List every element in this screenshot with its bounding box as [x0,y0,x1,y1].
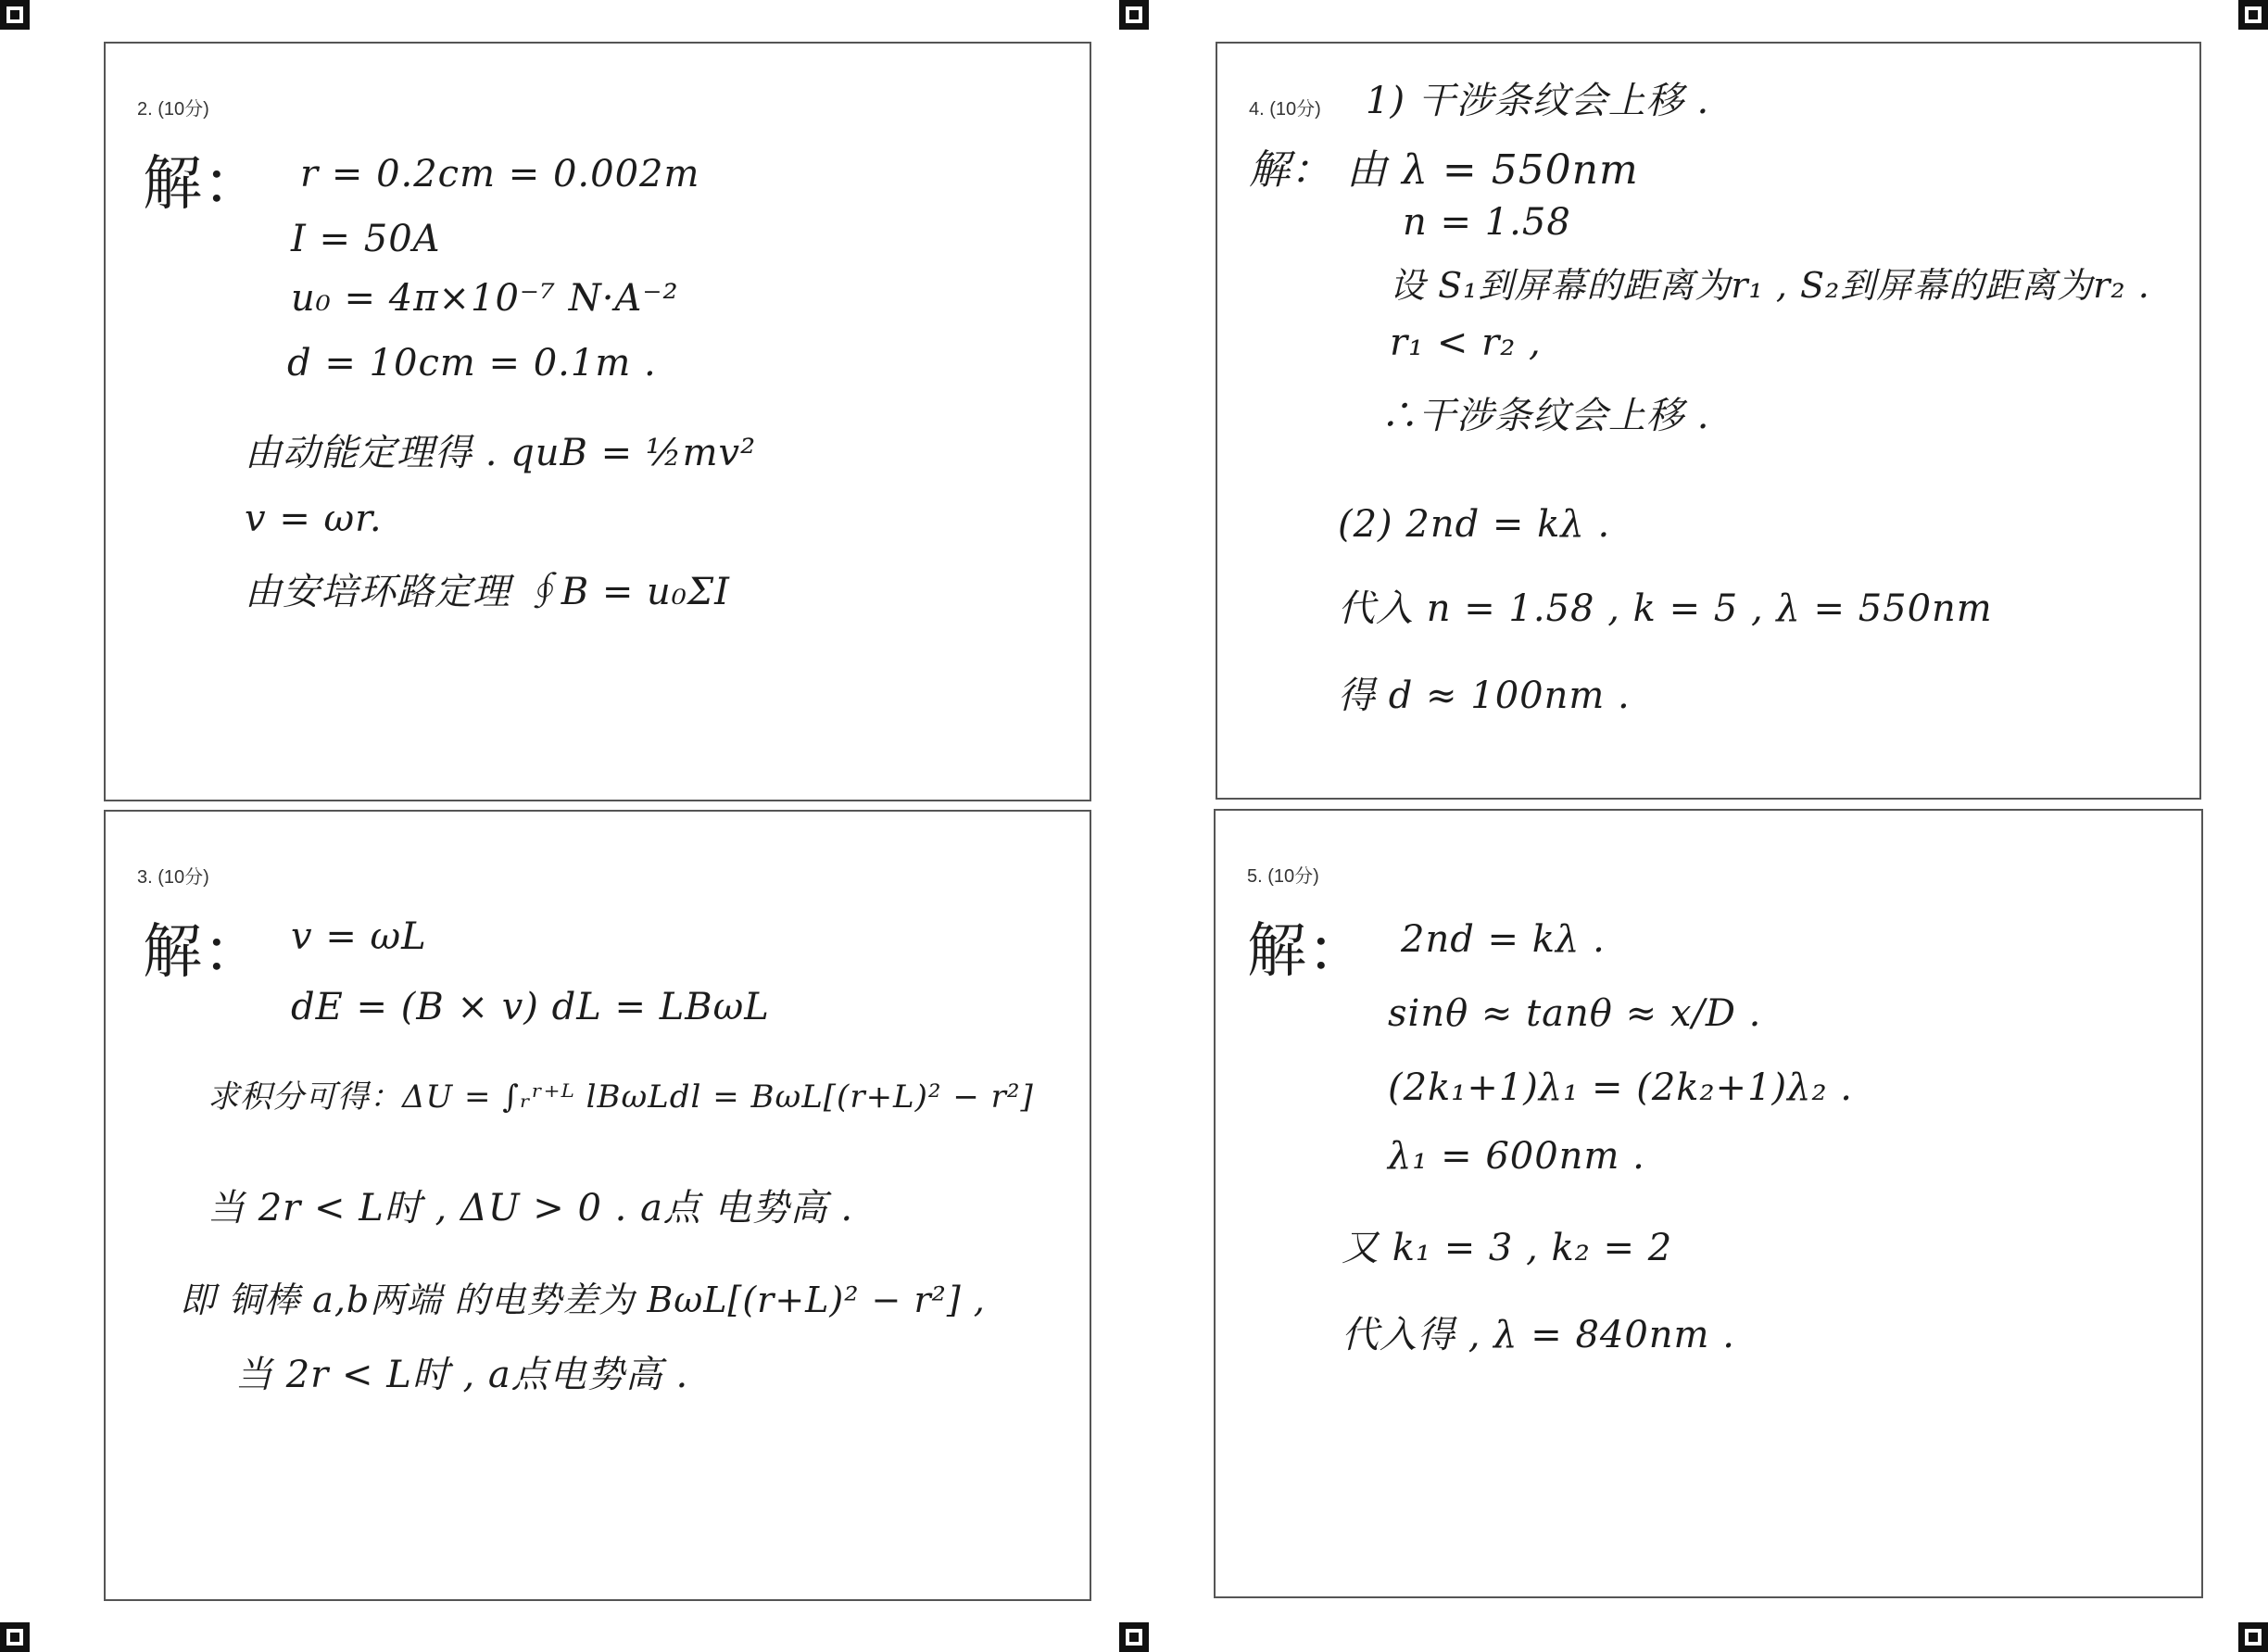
handwritten-line: sinθ ≈ tanθ ≈ x/D . [1388,992,1762,1035]
registration-marker-top-left [0,0,30,30]
question-label: 2. (10分) [137,99,209,120]
handwritten-line: 求积分可得：ΔU = ∫ᵣʳ⁺ᴸ lBωLdl = BωL[(r+L)² − r²] [208,1078,1034,1116]
handwritten-line: 即 铜棒 a,b两端 的电势差为 BωL[(r+L)² − r²] , [180,1280,986,1320]
registration-marker-bottom-left [0,1622,30,1652]
solution-marker: 解： [143,150,263,219]
handwritten-line: r = 0.2cm = 0.002m [300,153,700,195]
handwritten-line: n = 1.58 [1403,201,1571,244]
handwritten-line: 代入 n = 1.58 , k = 5 , λ = 550nm [1338,587,1993,630]
handwritten-line: 设 S₁到屏幕的距离为r₁ , S₂到屏幕的距离为r₂ . [1390,265,2150,306]
registration-marker-bottom-center [1119,1622,1149,1652]
handwritten-line: 得 d ≈ 100nm . [1338,675,1631,717]
solution-marker: 解： [1247,917,1367,986]
handwritten-line: dE = (B × v) dL = LBωL [291,986,770,1028]
handwritten-line: 解： 由 λ = 550nm [1249,146,1639,194]
handwritten-line: 由安培环路定理 ∮B = u₀ΣI [245,571,730,613]
handwritten-line: u₀ = 4π×10⁻⁷ N·A⁻² [291,277,679,320]
handwritten-line: d = 10cm = 0.1m . [287,342,657,385]
handwritten-line: (2k₁+1)λ₁ = (2k₂+1)λ₂ . [1388,1066,1853,1109]
answer-box-q4 [1216,42,2201,800]
question-label: 4. (10分) [1249,99,1321,120]
handwritten-line: v = ωr. [245,498,383,540]
answer-box-q5 [1214,809,2203,1598]
handwritten-line: 当 2r < L时 , ΔU > 0 . a点 电势高 . [208,1187,854,1230]
answer-box-q2 [104,42,1091,801]
question-label: 3. (10分) [137,867,209,888]
handwritten-line: λ₁ = 600nm . [1388,1135,1645,1178]
handwritten-line: ∴干涉条纹会上移 . [1380,395,1710,437]
solution-marker: 解： [143,918,263,987]
answer-box-q3 [104,810,1091,1601]
registration-marker-bottom-right [2238,1622,2268,1652]
handwritten-line: 当 2r < L时 , a点电势高 . [235,1354,689,1396]
handwritten-line: 2nd = kλ . [1401,918,1606,961]
handwritten-line: r₁ < r₂ , [1390,322,1542,364]
question-label: 5. (10分) [1247,866,1319,887]
handwritten-line: 由动能定理得 . quB = ½mv² [245,432,757,474]
handwritten-line: (2) 2nd = kλ . [1338,503,1611,546]
handwritten-line: 又 k₁ = 3 , k₂ = 2 [1342,1227,1673,1269]
handwritten-line: v = ωL [291,915,427,958]
handwritten-line: 1) 干涉条纹会上移 . [1366,80,1710,122]
registration-marker-top-center [1119,0,1149,30]
handwritten-line: I = 50A [291,218,441,260]
handwritten-line: 代入得 , λ = 840nm . [1342,1314,1735,1356]
registration-marker-top-right [2238,0,2268,30]
